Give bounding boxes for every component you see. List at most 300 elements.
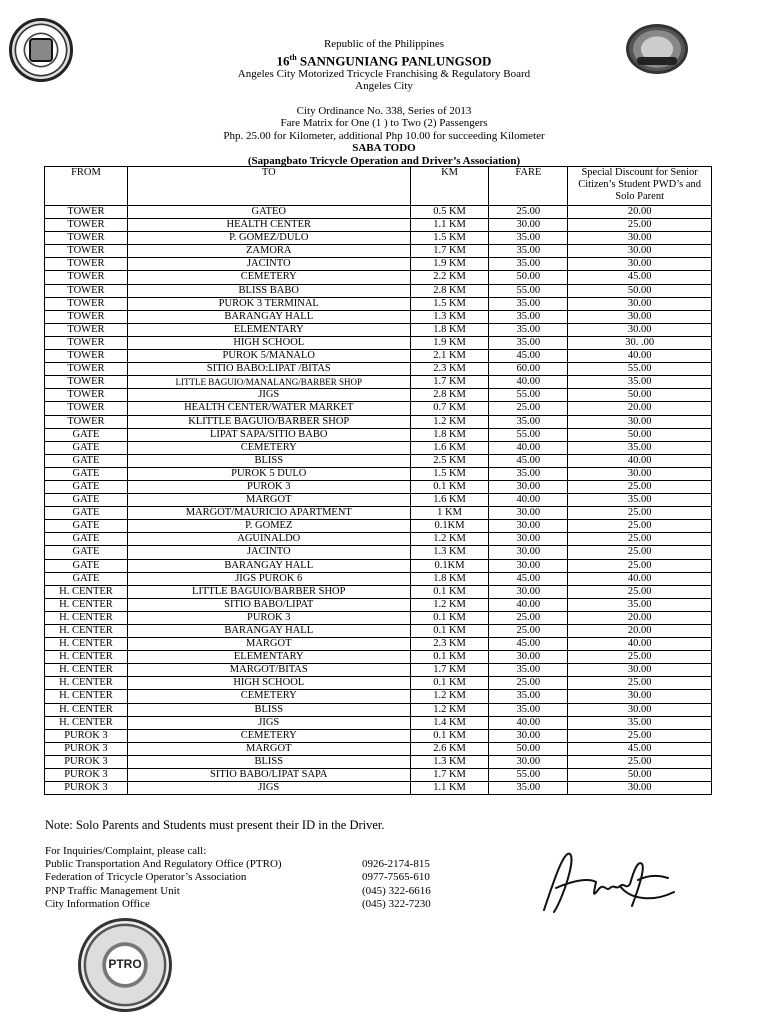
header-rate: Php. 25.00 for Kilometer, additional Php 10.00 for succeeding Kilometer bbox=[223, 129, 545, 142]
cell-from: PUROK 3 bbox=[45, 755, 128, 768]
cell-discount: 40.00 bbox=[568, 454, 712, 467]
header-title bbox=[0, 51, 768, 68]
cell-to: SITIO BABO:LIPAT /BITAS bbox=[127, 363, 410, 376]
cell-km: 0.1 KM bbox=[410, 611, 489, 624]
cell-to: LIPAT SAPA/SITIO BABO bbox=[127, 428, 410, 441]
cell-to: CEMETERY bbox=[127, 729, 410, 742]
cell-to: MARGOT/MAURICIO APARTMENT bbox=[127, 507, 410, 520]
cell-to: HIGH SCHOOL bbox=[127, 677, 410, 690]
cell-to: P. GOMEZ bbox=[127, 520, 410, 533]
cell-fare: 25.00 bbox=[489, 625, 568, 638]
cell-to: HEALTH CENTER bbox=[127, 219, 410, 232]
cell-to: BARANGAY HALL bbox=[127, 310, 410, 323]
cell-discount: 25.00 bbox=[568, 651, 712, 664]
cell-discount: 30.00 bbox=[568, 467, 712, 480]
cell-discount: 30.00 bbox=[568, 690, 712, 703]
cell-from: TOWER bbox=[45, 297, 128, 310]
table-row bbox=[45, 507, 712, 520]
cell-from: TOWER bbox=[45, 402, 128, 415]
cell-fare: 25.00 bbox=[489, 611, 568, 624]
cell-discount: 30.00 bbox=[568, 245, 712, 258]
cell-fare: 40.00 bbox=[489, 494, 568, 507]
cell-discount: 50.00 bbox=[568, 284, 712, 297]
cell-discount: 30.00 bbox=[568, 323, 712, 336]
cell-discount: 30.00 bbox=[568, 703, 712, 716]
cell-to: MARGOT/BITAS bbox=[127, 664, 410, 677]
cell-to: BLISS bbox=[127, 755, 410, 768]
cell-km: 1.2 KM bbox=[410, 533, 489, 546]
cell-fare: 40.00 bbox=[489, 716, 568, 729]
cell-to: MARGOT bbox=[127, 494, 410, 507]
cell-to: CEMETERY bbox=[127, 690, 410, 703]
cell-to: AGUINALDO bbox=[127, 533, 410, 546]
cell-to: JIGS bbox=[127, 716, 410, 729]
cell-fare: 40.00 bbox=[489, 441, 568, 454]
cell-to: PUROK 5/MANALO bbox=[127, 350, 410, 363]
cell-discount: 55.00 bbox=[568, 363, 712, 376]
cell-from: GATE bbox=[45, 572, 128, 585]
table-row bbox=[45, 559, 712, 572]
fare-matrix-table bbox=[44, 166, 712, 795]
header-association: (Sapangbato Tricycle Operation and Driver’s Association) bbox=[247, 154, 521, 167]
cell-km: 2.3 KM bbox=[410, 638, 489, 651]
cell-to: PUROK 3 bbox=[127, 480, 410, 493]
cell-from: TOWER bbox=[45, 350, 128, 363]
cell-fare: 35.00 bbox=[489, 690, 568, 703]
contacts-list bbox=[45, 858, 482, 911]
cell-from: GATE bbox=[45, 520, 128, 533]
cell-to: JACINTO bbox=[127, 258, 410, 271]
cell-to: LITTLE BAGUIO/MANALANG/BARBER SHOP bbox=[127, 376, 410, 389]
cell-fare: 30.00 bbox=[489, 507, 568, 520]
cell-km: 0.1 KM bbox=[410, 480, 489, 493]
col-header-km: KM bbox=[410, 167, 489, 206]
cell-to: CEMETERY bbox=[127, 441, 410, 454]
cell-km: 1.8 KM bbox=[410, 572, 489, 585]
cell-discount: 35.00 bbox=[568, 598, 712, 611]
cell-fare: 40.00 bbox=[489, 376, 568, 389]
cell-from: GATE bbox=[45, 494, 128, 507]
cell-discount: 25.00 bbox=[568, 533, 712, 546]
table-row bbox=[45, 310, 712, 323]
cell-km: 1.5 KM bbox=[410, 297, 489, 310]
cell-discount: 30. .00 bbox=[568, 336, 712, 349]
table-row bbox=[45, 441, 712, 454]
cell-discount: 35.00 bbox=[568, 441, 712, 454]
contact-row bbox=[45, 885, 482, 898]
header-fare-matrix: Fare Matrix for One (1 ) to Two (2) Passengers bbox=[280, 117, 488, 130]
cell-fare: 30.00 bbox=[489, 559, 568, 572]
col-header-to: TO bbox=[127, 167, 410, 206]
cell-discount: 25.00 bbox=[568, 677, 712, 690]
cell-discount: 25.00 bbox=[568, 729, 712, 742]
cell-discount: 25.00 bbox=[568, 520, 712, 533]
cell-from: H. CENTER bbox=[45, 716, 128, 729]
cell-km: 1.4 KM bbox=[410, 716, 489, 729]
cell-to: HIGH SCHOOL bbox=[127, 336, 410, 349]
cell-fare: 45.00 bbox=[489, 572, 568, 585]
cell-discount: 25.00 bbox=[568, 219, 712, 232]
cell-from: PUROK 3 bbox=[45, 742, 128, 755]
cell-km: 1.2 KM bbox=[410, 690, 489, 703]
cell-fare: 50.00 bbox=[489, 271, 568, 284]
cell-fare: 35.00 bbox=[489, 467, 568, 480]
ptro-seal-icon bbox=[78, 918, 172, 1012]
cell-fare: 30.00 bbox=[489, 546, 568, 559]
cell-from: H. CENTER bbox=[45, 625, 128, 638]
table-row bbox=[45, 611, 712, 624]
table-row bbox=[45, 494, 712, 507]
cell-km: 1.8 KM bbox=[410, 323, 489, 336]
cell-to: MARGOT bbox=[127, 638, 410, 651]
table-row bbox=[45, 716, 712, 729]
table-row bbox=[45, 258, 712, 271]
header-ordinance: City Ordinance No. 338, Series of 2013 bbox=[296, 104, 472, 117]
cell-km: 1.7 KM bbox=[410, 245, 489, 258]
table-row bbox=[45, 402, 712, 415]
cell-km: 2.2 KM bbox=[410, 271, 489, 284]
cell-fare: 30.00 bbox=[489, 729, 568, 742]
table-row bbox=[45, 769, 712, 782]
table-row bbox=[45, 703, 712, 716]
contact-row bbox=[45, 898, 482, 911]
cell-discount: 25.00 bbox=[568, 755, 712, 768]
cell-discount: 40.00 bbox=[568, 350, 712, 363]
cell-from: TOWER bbox=[45, 271, 128, 284]
contact-name: Public Transportation And Regulatory Office (PTRO) bbox=[45, 858, 282, 871]
table-row bbox=[45, 533, 712, 546]
cell-to: SITIO BABO/LIPAT SAPA bbox=[127, 769, 410, 782]
cell-km: 0.1KM bbox=[410, 520, 489, 533]
title-number: 16 bbox=[276, 52, 290, 68]
cell-km: 1.5 KM bbox=[410, 232, 489, 245]
cell-fare: 35.00 bbox=[489, 323, 568, 336]
table-row bbox=[45, 454, 712, 467]
cell-discount: 30.00 bbox=[568, 664, 712, 677]
cell-discount: 30.00 bbox=[568, 310, 712, 323]
cell-from: H. CENTER bbox=[45, 703, 128, 716]
cell-to: HEALTH CENTER/WATER MARKET bbox=[127, 402, 410, 415]
cell-discount: 20.00 bbox=[568, 625, 712, 638]
cell-fare: 45.00 bbox=[489, 638, 568, 651]
cell-from: PUROK 3 bbox=[45, 782, 128, 795]
contact-name: Federation of Tricycle Operator’s Association bbox=[45, 871, 247, 884]
cell-km: 1 KM bbox=[410, 507, 489, 520]
contact-name: PNP Traffic Management Unit bbox=[45, 884, 180, 897]
table-row bbox=[45, 376, 712, 389]
cell-fare: 25.00 bbox=[489, 402, 568, 415]
cell-km: 0.5 KM bbox=[410, 206, 489, 219]
cell-to: LITTLE BAGUIO/BARBER SHOP bbox=[127, 585, 410, 598]
cell-discount: 50.00 bbox=[568, 769, 712, 782]
table-row bbox=[45, 467, 712, 480]
table-row bbox=[45, 742, 712, 755]
cell-km: 0.7 KM bbox=[410, 402, 489, 415]
cell-km: 1.1 KM bbox=[410, 782, 489, 795]
cell-discount: 20.00 bbox=[568, 402, 712, 415]
header-todo: SABA TODO bbox=[352, 142, 416, 155]
table-row bbox=[45, 638, 712, 651]
table-row bbox=[45, 219, 712, 232]
cell-from: TOWER bbox=[45, 245, 128, 258]
cell-to: CEMETERY bbox=[127, 271, 410, 284]
cell-from: H. CENTER bbox=[45, 651, 128, 664]
cell-km: 1.2 KM bbox=[410, 415, 489, 428]
table-row bbox=[45, 782, 712, 795]
cell-from: TOWER bbox=[45, 206, 128, 219]
cell-discount: 30.00 bbox=[568, 297, 712, 310]
cell-fare: 35.00 bbox=[489, 782, 568, 795]
cell-discount: 25.00 bbox=[568, 585, 712, 598]
cell-discount: 25.00 bbox=[568, 559, 712, 572]
cell-discount: 45.00 bbox=[568, 742, 712, 755]
table-row bbox=[45, 585, 712, 598]
cell-from: GATE bbox=[45, 507, 128, 520]
cell-discount: 50.00 bbox=[568, 428, 712, 441]
cell-fare: 25.00 bbox=[489, 206, 568, 219]
title-ordinal: th bbox=[289, 52, 297, 62]
cell-from: H. CENTER bbox=[45, 585, 128, 598]
table-row bbox=[45, 755, 712, 768]
cell-fare: 35.00 bbox=[489, 415, 568, 428]
table-row bbox=[45, 363, 712, 376]
id-note: Note: Solo Parents and Students must present their ID in the Driver. bbox=[45, 818, 385, 832]
cell-fare: 55.00 bbox=[489, 428, 568, 441]
cell-from: TOWER bbox=[45, 363, 128, 376]
cell-km: 1.5 KM bbox=[410, 467, 489, 480]
table-row bbox=[45, 572, 712, 585]
cell-km: 2.6 KM bbox=[410, 742, 489, 755]
header-board: Angeles City Motorized Tricycle Franchising & Regulatory Board bbox=[237, 67, 531, 80]
table-row bbox=[45, 480, 712, 493]
cell-to: MARGOT bbox=[127, 742, 410, 755]
cell-from: H. CENTER bbox=[45, 598, 128, 611]
contact-row bbox=[45, 858, 482, 871]
cell-discount: 20.00 bbox=[568, 611, 712, 624]
table-row bbox=[45, 245, 712, 258]
cell-fare: 30.00 bbox=[489, 219, 568, 232]
cell-fare: 45.00 bbox=[489, 454, 568, 467]
cell-to: ELEMENTARY bbox=[127, 651, 410, 664]
cell-km: 2.8 KM bbox=[410, 389, 489, 402]
cell-discount: 40.00 bbox=[568, 638, 712, 651]
cell-to: JIGS PUROK 6 bbox=[127, 572, 410, 585]
cell-km: 1.2 KM bbox=[410, 703, 489, 716]
cell-discount: 20.00 bbox=[568, 206, 712, 219]
table-row bbox=[45, 206, 712, 219]
cell-from: H. CENTER bbox=[45, 638, 128, 651]
cell-km: 1.9 KM bbox=[410, 336, 489, 349]
table-row bbox=[45, 271, 712, 284]
table-row bbox=[45, 323, 712, 336]
cell-fare: 35.00 bbox=[489, 232, 568, 245]
cell-fare: 35.00 bbox=[489, 664, 568, 677]
cell-from: TOWER bbox=[45, 415, 128, 428]
cell-from: H. CENTER bbox=[45, 611, 128, 624]
table-row bbox=[45, 598, 712, 611]
table-row bbox=[45, 428, 712, 441]
table-row bbox=[45, 336, 712, 349]
cell-fare: 30.00 bbox=[489, 520, 568, 533]
cell-km: 2.5 KM bbox=[410, 454, 489, 467]
cell-fare: 35.00 bbox=[489, 703, 568, 716]
cell-km: 1.1 KM bbox=[410, 219, 489, 232]
inquiries-block bbox=[45, 845, 482, 911]
cell-km: 2.1 KM bbox=[410, 350, 489, 363]
cell-fare: 30.00 bbox=[489, 755, 568, 768]
cell-km: 1.2 KM bbox=[410, 598, 489, 611]
cell-km: 0.1 KM bbox=[410, 625, 489, 638]
cell-to: JIGS bbox=[127, 782, 410, 795]
cell-from: GATE bbox=[45, 441, 128, 454]
cell-fare: 30.00 bbox=[489, 533, 568, 546]
cell-fare: 40.00 bbox=[489, 598, 568, 611]
cell-from: TOWER bbox=[45, 219, 128, 232]
cell-from: H. CENTER bbox=[45, 664, 128, 677]
table-row bbox=[45, 297, 712, 310]
cell-km: 1.7 KM bbox=[410, 769, 489, 782]
cell-from: TOWER bbox=[45, 336, 128, 349]
table-row bbox=[45, 389, 712, 402]
cell-from: H. CENTER bbox=[45, 690, 128, 703]
cell-to: JIGS bbox=[127, 389, 410, 402]
table-row bbox=[45, 415, 712, 428]
table-row bbox=[45, 651, 712, 664]
cell-km: 1.3 KM bbox=[410, 546, 489, 559]
cell-fare: 35.00 bbox=[489, 297, 568, 310]
table-row bbox=[45, 729, 712, 742]
cell-discount: 25.00 bbox=[568, 546, 712, 559]
header-city: Angeles City bbox=[355, 80, 413, 93]
table-row bbox=[45, 546, 712, 559]
cell-discount: 30.00 bbox=[568, 415, 712, 428]
cell-km: 0.1 KM bbox=[410, 677, 489, 690]
cell-km: 1.3 KM bbox=[410, 755, 489, 768]
cell-discount: 50.00 bbox=[568, 389, 712, 402]
cell-from: GATE bbox=[45, 454, 128, 467]
cell-to: BARANGAY HALL bbox=[127, 559, 410, 572]
header-republic: Republic of the Philippines bbox=[323, 38, 445, 50]
table-row bbox=[45, 664, 712, 677]
title-text: SANNGUNIANG PANLUNGSOD bbox=[296, 52, 492, 68]
col-header-from: FROM bbox=[45, 167, 128, 206]
cell-discount: 30.00 bbox=[568, 232, 712, 245]
contact-phone: (045) 322-6616 bbox=[362, 884, 431, 897]
contact-phone: 0926-2174-815 bbox=[362, 858, 430, 871]
cell-fare: 30.00 bbox=[489, 585, 568, 598]
cell-km: 1.8 KM bbox=[410, 428, 489, 441]
cell-from: TOWER bbox=[45, 232, 128, 245]
cell-to: BLISS bbox=[127, 703, 410, 716]
cell-fare: 35.00 bbox=[489, 310, 568, 323]
contact-phone: 0977-7565-610 bbox=[362, 871, 430, 884]
cell-fare: 60.00 bbox=[489, 363, 568, 376]
cell-km: 1.6 KM bbox=[410, 441, 489, 454]
cell-discount: 35.00 bbox=[568, 494, 712, 507]
cell-discount: 25.00 bbox=[568, 480, 712, 493]
fare-table-body bbox=[45, 206, 712, 795]
cell-km: 1.6 KM bbox=[410, 494, 489, 507]
cell-to: SITIO BABO/LIPAT bbox=[127, 598, 410, 611]
cell-to: BLISS bbox=[127, 454, 410, 467]
cell-from: H. CENTER bbox=[45, 677, 128, 690]
cell-km: 2.8 KM bbox=[410, 284, 489, 297]
col-header-discount: Special Discount for Senior Citizen’s Student PWD’s and Solo Parent bbox=[568, 167, 712, 206]
cell-from: PUROK 3 bbox=[45, 729, 128, 742]
cell-fare: 35.00 bbox=[489, 336, 568, 349]
cell-discount: 25.00 bbox=[568, 507, 712, 520]
cell-from: TOWER bbox=[45, 389, 128, 402]
cell-km: 2.3 KM bbox=[410, 363, 489, 376]
table-row bbox=[45, 350, 712, 363]
cell-to: JACINTO bbox=[127, 546, 410, 559]
cell-discount: 45.00 bbox=[568, 271, 712, 284]
cell-from: TOWER bbox=[45, 323, 128, 336]
cell-fare: 30.00 bbox=[489, 651, 568, 664]
cell-to: BLISS BABO bbox=[127, 284, 410, 297]
cell-fare: 50.00 bbox=[489, 742, 568, 755]
cell-discount: 35.00 bbox=[568, 716, 712, 729]
cell-discount: 30.00 bbox=[568, 258, 712, 271]
contact-row bbox=[45, 871, 482, 884]
cell-from: PUROK 3 bbox=[45, 769, 128, 782]
cell-discount: 30.00 bbox=[568, 782, 712, 795]
cell-fare: 45.00 bbox=[489, 350, 568, 363]
cell-km: 0.1 KM bbox=[410, 585, 489, 598]
cell-km: 1.3 KM bbox=[410, 310, 489, 323]
cell-fare: 25.00 bbox=[489, 677, 568, 690]
cell-from: GATE bbox=[45, 428, 128, 441]
cell-fare: 55.00 bbox=[489, 769, 568, 782]
cell-km: 0.1 KM bbox=[410, 729, 489, 742]
col-header-fare: FARE bbox=[489, 167, 568, 206]
cell-to: ELEMENTARY bbox=[127, 323, 410, 336]
cell-from: TOWER bbox=[45, 376, 128, 389]
cell-to: PUROK 5 DULO bbox=[127, 467, 410, 480]
ptro-seal-text: PTRO bbox=[108, 957, 142, 971]
cell-from: GATE bbox=[45, 533, 128, 546]
cell-discount: 40.00 bbox=[568, 572, 712, 585]
cell-to: BARANGAY HALL bbox=[127, 625, 410, 638]
signature-icon bbox=[534, 840, 684, 920]
cell-to: KLITTLE BAGUIO/BARBER SHOP bbox=[127, 415, 410, 428]
cell-to: GATEO bbox=[127, 206, 410, 219]
cell-fare: 30.00 bbox=[489, 480, 568, 493]
cell-to: P. GOMEZ/DULO bbox=[127, 232, 410, 245]
cell-from: GATE bbox=[45, 546, 128, 559]
contact-phone: (045) 322-7230 bbox=[362, 897, 431, 910]
table-row bbox=[45, 232, 712, 245]
cell-from: GATE bbox=[45, 559, 128, 572]
cell-to: PUROK 3 TERMINAL bbox=[127, 297, 410, 310]
cell-km: 0.1 KM bbox=[410, 651, 489, 664]
contact-name: City Information Office bbox=[45, 897, 150, 910]
table-row bbox=[45, 677, 712, 690]
cell-km: 1.7 KM bbox=[410, 664, 489, 677]
cell-from: TOWER bbox=[45, 258, 128, 271]
cell-km: 0.1KM bbox=[410, 559, 489, 572]
table-row bbox=[45, 625, 712, 638]
cell-fare: 55.00 bbox=[489, 389, 568, 402]
cell-to: ZAMORA bbox=[127, 245, 410, 258]
cell-from: GATE bbox=[45, 480, 128, 493]
cell-fare: 35.00 bbox=[489, 245, 568, 258]
table-row bbox=[45, 520, 712, 533]
cell-fare: 55.00 bbox=[489, 284, 568, 297]
cell-km: 1.7 KM bbox=[410, 376, 489, 389]
table-row bbox=[45, 284, 712, 297]
cell-from: GATE bbox=[45, 467, 128, 480]
